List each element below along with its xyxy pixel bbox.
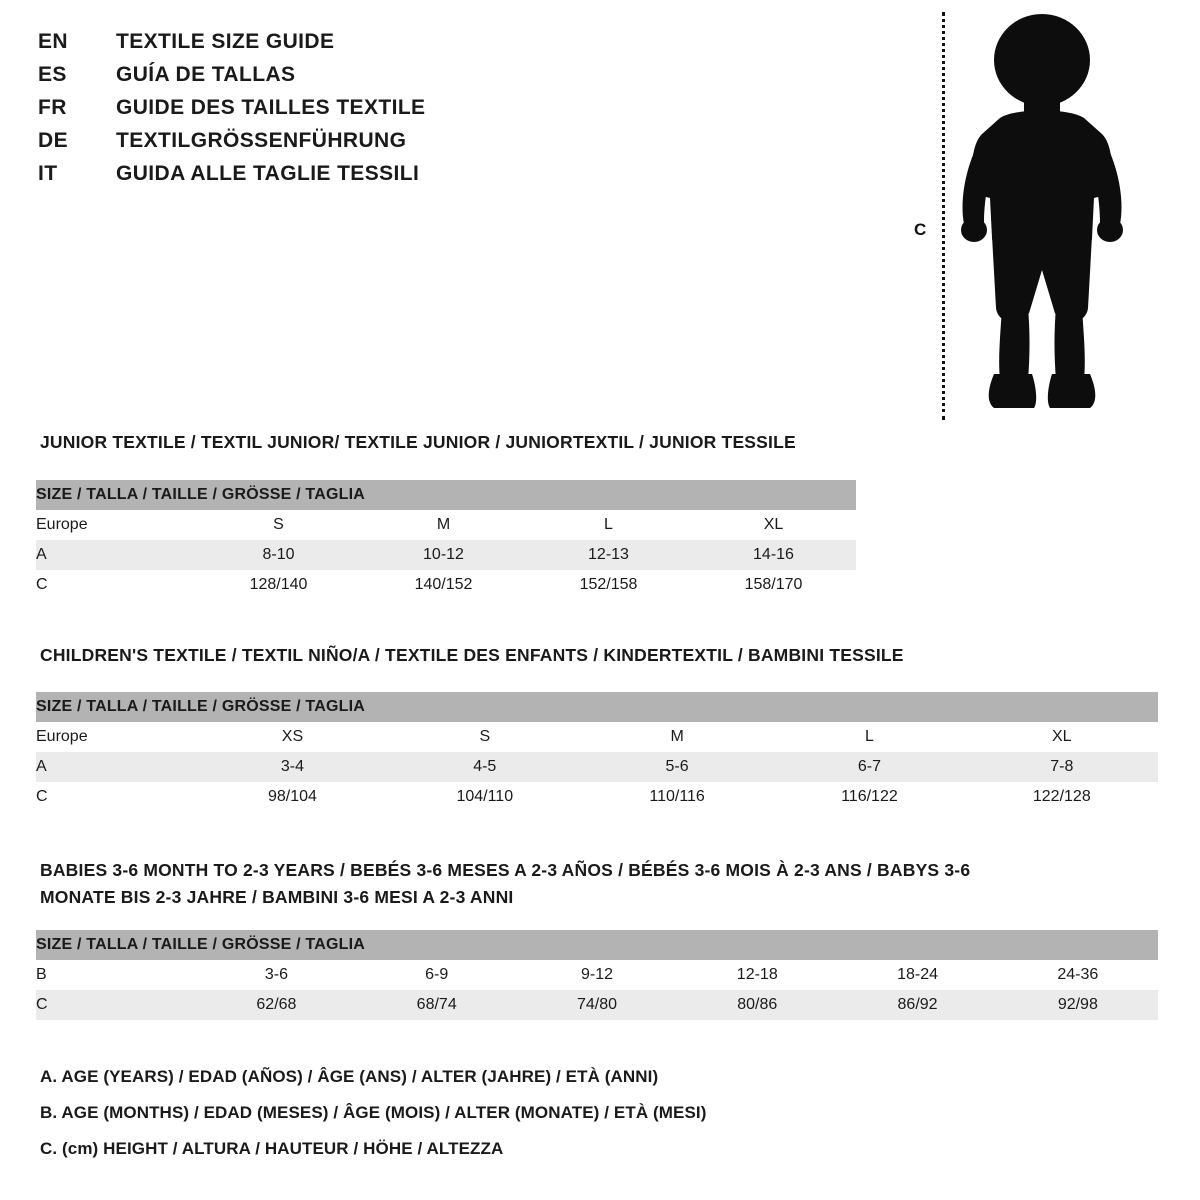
language-row (38, 162, 598, 195)
table-header-row (36, 930, 1158, 960)
row-label: A (36, 540, 196, 570)
row-value: 140/152 (361, 570, 526, 600)
language-title: TEXTILE SIZE GUIDE (116, 30, 335, 53)
row-value: 12-18 (677, 960, 837, 990)
row-value: 9-12 (517, 960, 677, 990)
row-label: Europe (36, 722, 196, 752)
language-code: DE (38, 129, 68, 152)
section-title-babies: BABIES 3-6 MONTH TO 2-3 YEARS / BEBÉS 3-6 MESES A 2-3 AÑOS / BÉBÉS 3-6 MOIS À 2-3 ANS / BABYS 3-6 MONATE BIS 2-3 JAHRE / BAMBINI 3-6 MESI A 2-3 ANNI (40, 860, 971, 908)
row-label: Europe (36, 510, 196, 540)
language-code: ES (38, 63, 67, 86)
row-value: 8-10 (196, 540, 361, 570)
row-value: 80/86 (677, 990, 837, 1020)
row-value: M (581, 722, 773, 752)
row-value: 5-6 (581, 752, 773, 782)
footnote-c: C. (cm) HEIGHT / ALTURA / HAUTEUR / HÖHE / ALTEZZA (40, 1139, 504, 1158)
child-silhouette-icon (942, 8, 1142, 428)
table-children (36, 692, 1158, 812)
row-value: 18-24 (837, 960, 997, 990)
table-row (36, 752, 1158, 782)
language-code: FR (38, 96, 67, 119)
row-value: 68/74 (357, 990, 517, 1020)
language-title: GUIDE DES TAILLES TEXTILE (116, 96, 426, 119)
row-value: L (773, 722, 965, 752)
row-label: A (36, 752, 196, 782)
language-title: TEXTILGRÖSSENFÜHRUNG (116, 129, 407, 152)
footnote-list (40, 1068, 1040, 1176)
table-row (36, 960, 1158, 990)
row-value: 104/110 (389, 782, 581, 812)
row-value: 7-8 (966, 752, 1158, 782)
row-value: M (361, 510, 526, 540)
row-value: 4-5 (389, 752, 581, 782)
measure-c-label: C (914, 220, 927, 239)
row-value: L (526, 510, 691, 540)
row-value: 3-6 (196, 960, 356, 990)
row-label: C (36, 990, 196, 1020)
row-value: XS (196, 722, 388, 752)
table-row (36, 570, 856, 600)
row-value: 158/170 (691, 570, 856, 600)
table-junior (36, 480, 856, 600)
row-value: 122/128 (966, 782, 1158, 812)
table-row (36, 540, 856, 570)
language-code: EN (38, 30, 68, 53)
row-label: C (36, 782, 196, 812)
row-value: S (196, 510, 361, 540)
row-value: 92/98 (998, 990, 1158, 1020)
section-title-junior: JUNIOR TEXTILE / TEXTIL JUNIOR/ TEXTILE JUNIOR / JUNIORTEXTIL / JUNIOR TESSILE (40, 432, 796, 452)
row-value: 110/116 (581, 782, 773, 812)
row-value: 24-36 (998, 960, 1158, 990)
row-value: 62/68 (196, 990, 356, 1020)
language-row (38, 30, 598, 63)
table-row (36, 782, 1158, 812)
row-value: 6-7 (773, 752, 965, 782)
height-figure (900, 8, 1150, 428)
table-row (36, 722, 1158, 752)
table-header-label: SIZE / TALLA / TAILLE / GRÖSSE / TAGLIA (36, 480, 856, 510)
table-header-row (36, 480, 856, 510)
row-value: 74/80 (517, 990, 677, 1020)
row-value: 128/140 (196, 570, 361, 600)
language-code: IT (38, 162, 58, 185)
row-value: XL (691, 510, 856, 540)
language-row (38, 96, 598, 129)
table-babies (36, 930, 1158, 1020)
row-value: 116/122 (773, 782, 965, 812)
table-header-row (36, 692, 1158, 722)
row-label: C (36, 570, 196, 600)
row-value: 86/92 (837, 990, 997, 1020)
language-row (38, 63, 598, 96)
row-value: 3-4 (196, 752, 388, 782)
table-row (36, 990, 1158, 1020)
language-title-block (38, 30, 598, 195)
language-row (38, 129, 598, 162)
language-title: GUIDA ALLE TAGLIE TESSILI (116, 162, 420, 185)
language-title: GUÍA DE TALLAS (116, 63, 296, 86)
row-label: B (36, 960, 196, 990)
row-value: 14-16 (691, 540, 856, 570)
row-value: 152/158 (526, 570, 691, 600)
row-value: 98/104 (196, 782, 388, 812)
row-value: XL (966, 722, 1158, 752)
table-header-label: SIZE / TALLA / TAILLE / GRÖSSE / TAGLIA (36, 930, 1158, 960)
row-value: 12-13 (526, 540, 691, 570)
table-row (36, 510, 856, 540)
row-value: S (389, 722, 581, 752)
footnote-a: A. AGE (YEARS) / EDAD (AÑOS) / ÂGE (ANS) / ALTER (JAHRE) / ETÀ (ANNI) (40, 1067, 659, 1086)
row-value: 6-9 (357, 960, 517, 990)
row-value: 10-12 (361, 540, 526, 570)
footnote-b: B. AGE (MONTHS) / EDAD (MESES) / ÂGE (MOIS) / ALTER (MONATE) / ETÀ (MESI) (40, 1103, 707, 1122)
table-header-label: SIZE / TALLA / TAILLE / GRÖSSE / TAGLIA (36, 692, 1158, 722)
section-title-children: CHILDREN'S TEXTILE / TEXTIL NIÑO/A / TEXTILE DES ENFANTS / KINDERTEXTIL / BAMBINI TESSILE (40, 645, 904, 665)
